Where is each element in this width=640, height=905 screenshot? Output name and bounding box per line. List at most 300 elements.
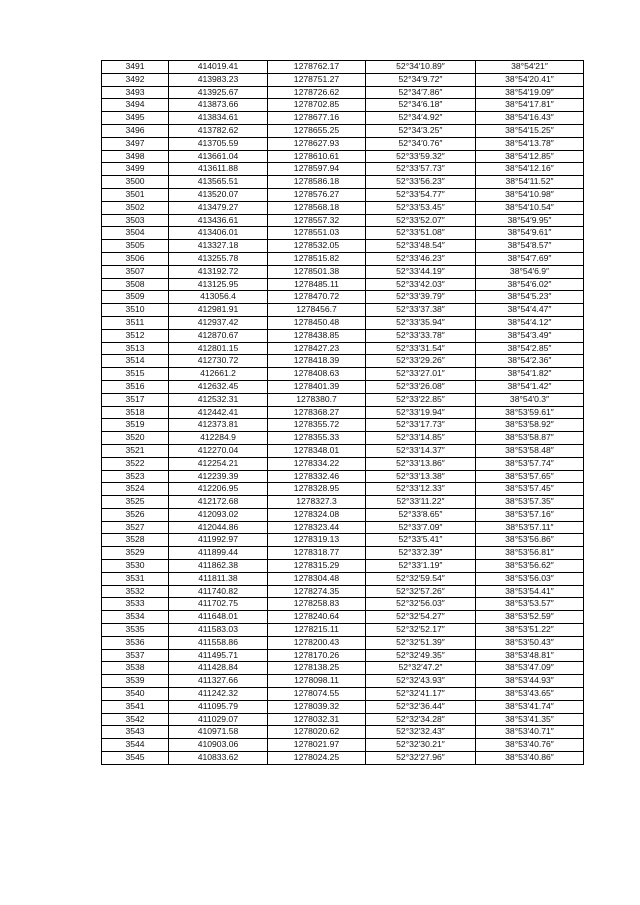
longitude-cell: 38°54′5.23″	[476, 291, 584, 304]
x-coordinate-cell: 411327.66	[169, 675, 268, 688]
y-coordinate-cell: 1278032.31	[268, 713, 366, 726]
latitude-cell: 52°33′53.45″	[366, 201, 476, 214]
table-row	[102, 521, 584, 534]
latitude-cell: 52°33′35.94″	[366, 316, 476, 329]
table-row	[102, 316, 584, 329]
y-coordinate-cell: 1278551.03	[268, 227, 366, 240]
point-number-cell: 3508	[102, 278, 169, 291]
latitude-cell: 52°33′54.77″	[366, 188, 476, 201]
point-number-cell: 3526	[102, 508, 169, 521]
table-row	[102, 329, 584, 342]
table-row	[102, 675, 584, 688]
point-number-cell: 3528	[102, 534, 169, 547]
latitude-cell: 52°33′48.54″	[366, 240, 476, 253]
x-coordinate-cell: 410833.62	[169, 752, 268, 765]
x-coordinate-cell: 414019.41	[169, 61, 268, 74]
table-row	[102, 176, 584, 189]
table-row	[102, 611, 584, 624]
x-coordinate-cell: 413925.67	[169, 86, 268, 99]
point-number-cell: 3545	[102, 752, 169, 765]
y-coordinate-cell: 1278380.7	[268, 393, 366, 406]
latitude-cell: 52°34′4.92″	[366, 112, 476, 125]
y-coordinate-cell: 1278655.25	[268, 124, 366, 137]
y-coordinate-cell: 1278427.23	[268, 342, 366, 355]
x-coordinate-cell: 412661.2	[169, 368, 268, 381]
y-coordinate-cell: 1278332.46	[268, 470, 366, 483]
x-coordinate-cell: 410903.06	[169, 739, 268, 752]
table-row	[102, 419, 584, 432]
latitude-cell: 52°33′19.94″	[366, 406, 476, 419]
table-row	[102, 406, 584, 419]
y-coordinate-cell: 1278568.18	[268, 201, 366, 214]
x-coordinate-cell: 411899.44	[169, 547, 268, 560]
table-row	[102, 547, 584, 560]
latitude-cell: 52°33′46.23″	[366, 252, 476, 265]
point-number-cell: 3493	[102, 86, 169, 99]
table-row	[102, 99, 584, 112]
table-row	[102, 163, 584, 176]
latitude-cell: 52°34′0.76″	[366, 137, 476, 150]
longitude-cell: 38°54′2.85″	[476, 342, 584, 355]
y-coordinate-cell: 1278401.39	[268, 380, 366, 393]
y-coordinate-cell: 1278315.29	[268, 560, 366, 573]
coordinates-table-body	[102, 61, 584, 765]
x-coordinate-cell: 412284.9	[169, 432, 268, 445]
x-coordinate-cell: 413192.72	[169, 265, 268, 278]
y-coordinate-cell: 1278098.11	[268, 675, 366, 688]
point-number-cell: 3501	[102, 188, 169, 201]
point-number-cell: 3514	[102, 355, 169, 368]
longitude-cell: 38°54′7.69″	[476, 252, 584, 265]
longitude-cell: 38°54′12.16″	[476, 163, 584, 176]
latitude-cell: 52°33′11.22″	[366, 496, 476, 509]
point-number-cell: 3532	[102, 585, 169, 598]
y-coordinate-cell: 1278456.7	[268, 304, 366, 317]
latitude-cell: 52°33′13.86″	[366, 457, 476, 470]
x-coordinate-cell: 413327.18	[169, 240, 268, 253]
x-coordinate-cell: 411702.75	[169, 598, 268, 611]
point-number-cell: 3523	[102, 470, 169, 483]
latitude-cell: 52°34′7.86″	[366, 86, 476, 99]
x-coordinate-cell: 412270.04	[169, 444, 268, 457]
point-number-cell: 3518	[102, 406, 169, 419]
y-coordinate-cell: 1278557.32	[268, 214, 366, 227]
longitude-cell: 38°54′15.25″	[476, 124, 584, 137]
y-coordinate-cell: 1278170.26	[268, 649, 366, 662]
latitude-cell: 52°34′9.72″	[366, 73, 476, 86]
latitude-cell: 52°32′41.17″	[366, 688, 476, 701]
point-number-cell: 3543	[102, 726, 169, 739]
table-row	[102, 278, 584, 291]
y-coordinate-cell: 1278304.48	[268, 572, 366, 585]
longitude-cell: 38°54′16.43″	[476, 112, 584, 125]
point-number-cell: 3522	[102, 457, 169, 470]
latitude-cell: 52°32′34.28″	[366, 713, 476, 726]
point-number-cell: 3540	[102, 688, 169, 701]
point-number-cell: 3516	[102, 380, 169, 393]
table-row	[102, 124, 584, 137]
latitude-cell: 52°33′31.54″	[366, 342, 476, 355]
y-coordinate-cell: 1278318.77	[268, 547, 366, 560]
point-number-cell: 3517	[102, 393, 169, 406]
latitude-cell: 52°32′54.27″	[366, 611, 476, 624]
y-coordinate-cell: 1278355.72	[268, 419, 366, 432]
table-row	[102, 508, 584, 521]
longitude-cell: 38°53′57.35″	[476, 496, 584, 509]
y-coordinate-cell: 1278258.83	[268, 598, 366, 611]
longitude-cell: 38°53′47.09″	[476, 662, 584, 675]
table-row	[102, 240, 584, 253]
table-row	[102, 214, 584, 227]
table-row	[102, 739, 584, 752]
latitude-cell: 52°33′56.23″	[366, 176, 476, 189]
table-row	[102, 470, 584, 483]
longitude-cell: 38°53′56.86″	[476, 534, 584, 547]
y-coordinate-cell: 1278438.85	[268, 329, 366, 342]
latitude-cell: 52°33′29.26″	[366, 355, 476, 368]
longitude-cell: 38°53′58.87″	[476, 432, 584, 445]
table-row	[102, 252, 584, 265]
table-row	[102, 265, 584, 278]
longitude-cell: 38°53′53.57″	[476, 598, 584, 611]
x-coordinate-cell: 413611.88	[169, 163, 268, 176]
y-coordinate-cell: 1278586.18	[268, 176, 366, 189]
x-coordinate-cell: 412870.67	[169, 329, 268, 342]
y-coordinate-cell: 1278274.35	[268, 585, 366, 598]
latitude-cell: 52°33′14.85″	[366, 432, 476, 445]
y-coordinate-cell: 1278576.27	[268, 188, 366, 201]
table-row	[102, 137, 584, 150]
point-number-cell: 3527	[102, 521, 169, 534]
latitude-cell: 52°32′30.21″	[366, 739, 476, 752]
x-coordinate-cell: 412044.86	[169, 521, 268, 534]
x-coordinate-cell: 411242.32	[169, 688, 268, 701]
longitude-cell: 38°53′44.93″	[476, 675, 584, 688]
y-coordinate-cell: 1278515.82	[268, 252, 366, 265]
latitude-cell: 52°33′39.79″	[366, 291, 476, 304]
longitude-cell: 38°54′6.02″	[476, 278, 584, 291]
x-coordinate-cell: 411095.79	[169, 700, 268, 713]
x-coordinate-cell: 413255.78	[169, 252, 268, 265]
x-coordinate-cell: 413705.59	[169, 137, 268, 150]
point-number-cell: 3541	[102, 700, 169, 713]
longitude-cell: 38°54′8.57″	[476, 240, 584, 253]
y-coordinate-cell: 1278751.27	[268, 73, 366, 86]
table-row	[102, 380, 584, 393]
longitude-cell: 38°54′1.42″	[476, 380, 584, 393]
table-row	[102, 534, 584, 547]
latitude-cell: 52°33′42.03″	[366, 278, 476, 291]
table-row	[102, 726, 584, 739]
longitude-cell: 38°53′57.16″	[476, 508, 584, 521]
y-coordinate-cell: 1278327.3	[268, 496, 366, 509]
table-row	[102, 188, 584, 201]
latitude-cell: 52°32′51.39″	[366, 636, 476, 649]
longitude-cell: 38°54′11.52″	[476, 176, 584, 189]
y-coordinate-cell: 1278762.17	[268, 61, 366, 74]
y-coordinate-cell: 1278240.64	[268, 611, 366, 624]
table-row	[102, 598, 584, 611]
y-coordinate-cell: 1278328.95	[268, 483, 366, 496]
table-row	[102, 201, 584, 214]
point-number-cell: 3495	[102, 112, 169, 125]
table-row	[102, 624, 584, 637]
longitude-cell: 38°54′2.36″	[476, 355, 584, 368]
x-coordinate-cell: 412442.41	[169, 406, 268, 419]
y-coordinate-cell: 1278024.25	[268, 752, 366, 765]
longitude-cell: 38°54′1.82″	[476, 368, 584, 381]
point-number-cell: 3502	[102, 201, 169, 214]
latitude-cell: 52°33′14.37″	[366, 444, 476, 457]
longitude-cell: 38°53′56.03″	[476, 572, 584, 585]
y-coordinate-cell: 1278418.39	[268, 355, 366, 368]
latitude-cell: 52°33′27.01″	[366, 368, 476, 381]
table-row	[102, 496, 584, 509]
longitude-cell: 38°53′56.62″	[476, 560, 584, 573]
point-number-cell: 3494	[102, 99, 169, 112]
latitude-cell: 52°34′10.89″	[366, 61, 476, 74]
longitude-cell: 38°53′58.48″	[476, 444, 584, 457]
table-row	[102, 444, 584, 457]
x-coordinate-cell: 413056.4	[169, 291, 268, 304]
x-coordinate-cell: 412172.68	[169, 496, 268, 509]
y-coordinate-cell: 1278323.44	[268, 521, 366, 534]
latitude-cell: 52°32′43.93″	[366, 675, 476, 688]
latitude-cell: 52°33′2.39″	[366, 547, 476, 560]
latitude-cell: 52°32′52.17″	[366, 624, 476, 637]
x-coordinate-cell: 412254.21	[169, 457, 268, 470]
longitude-cell: 38°54′10.98″	[476, 188, 584, 201]
point-number-cell: 3499	[102, 163, 169, 176]
table-row	[102, 483, 584, 496]
x-coordinate-cell: 411811.38	[169, 572, 268, 585]
latitude-cell: 52°33′5.41″	[366, 534, 476, 547]
longitude-cell: 38°54′20.41″	[476, 73, 584, 86]
table-row	[102, 560, 584, 573]
x-coordinate-cell: 412801.15	[169, 342, 268, 355]
x-coordinate-cell: 413436.61	[169, 214, 268, 227]
longitude-cell: 38°54′19.09″	[476, 86, 584, 99]
table-row	[102, 291, 584, 304]
longitude-cell: 38°53′51.22″	[476, 624, 584, 637]
point-number-cell: 3521	[102, 444, 169, 457]
longitude-cell: 38°53′59.61″	[476, 406, 584, 419]
y-coordinate-cell: 1278348.01	[268, 444, 366, 457]
latitude-cell: 52°33′44.19″	[366, 265, 476, 278]
longitude-cell: 38°53′41.35″	[476, 713, 584, 726]
x-coordinate-cell: 412093.02	[169, 508, 268, 521]
latitude-cell: 52°33′17.73″	[366, 419, 476, 432]
x-coordinate-cell: 411029.07	[169, 713, 268, 726]
x-coordinate-cell: 411428.84	[169, 662, 268, 675]
latitude-cell: 52°32′59.54″	[366, 572, 476, 585]
table-row	[102, 304, 584, 317]
point-number-cell: 3510	[102, 304, 169, 317]
latitude-cell: 52°33′13.38″	[366, 470, 476, 483]
latitude-cell: 52°34′6.18″	[366, 99, 476, 112]
point-number-cell: 3491	[102, 61, 169, 74]
x-coordinate-cell: 413479.27	[169, 201, 268, 214]
table-row	[102, 649, 584, 662]
longitude-cell: 38°53′40.76″	[476, 739, 584, 752]
y-coordinate-cell: 1278319.13	[268, 534, 366, 547]
latitude-cell: 52°33′51.08″	[366, 227, 476, 240]
x-coordinate-cell: 413406.01	[169, 227, 268, 240]
longitude-cell: 38°53′43.65″	[476, 688, 584, 701]
longitude-cell: 38°54′4.47″	[476, 304, 584, 317]
y-coordinate-cell: 1278610.61	[268, 150, 366, 163]
table-row	[102, 86, 584, 99]
table-row	[102, 752, 584, 765]
longitude-cell: 38°53′57.74″	[476, 457, 584, 470]
y-coordinate-cell: 1278039.32	[268, 700, 366, 713]
latitude-cell: 52°32′32.43″	[366, 726, 476, 739]
x-coordinate-cell: 412532.31	[169, 393, 268, 406]
x-coordinate-cell: 411583.03	[169, 624, 268, 637]
point-number-cell: 3500	[102, 176, 169, 189]
table-row	[102, 662, 584, 675]
point-number-cell: 3535	[102, 624, 169, 637]
table-row	[102, 688, 584, 701]
y-coordinate-cell: 1278627.93	[268, 137, 366, 150]
x-coordinate-cell: 412239.39	[169, 470, 268, 483]
point-number-cell: 3519	[102, 419, 169, 432]
table-row	[102, 73, 584, 86]
y-coordinate-cell: 1278074.55	[268, 688, 366, 701]
x-coordinate-cell: 413125.95	[169, 278, 268, 291]
longitude-cell: 38°53′54.41″	[476, 585, 584, 598]
y-coordinate-cell: 1278138.25	[268, 662, 366, 675]
longitude-cell: 38°54′9.95″	[476, 214, 584, 227]
point-number-cell: 3534	[102, 611, 169, 624]
point-number-cell: 3496	[102, 124, 169, 137]
x-coordinate-cell: 412730.72	[169, 355, 268, 368]
latitude-cell: 52°33′8.65″	[366, 508, 476, 521]
latitude-cell: 52°33′59.32″	[366, 150, 476, 163]
latitude-cell: 52°33′37.38″	[366, 304, 476, 317]
y-coordinate-cell: 1278021.97	[268, 739, 366, 752]
point-number-cell: 3538	[102, 662, 169, 675]
y-coordinate-cell: 1278355.33	[268, 432, 366, 445]
table-row	[102, 227, 584, 240]
y-coordinate-cell: 1278020.62	[268, 726, 366, 739]
y-coordinate-cell: 1278597.94	[268, 163, 366, 176]
latitude-cell: 52°32′47.2″	[366, 662, 476, 675]
table-row	[102, 432, 584, 445]
longitude-cell: 38°53′57.65″	[476, 470, 584, 483]
latitude-cell: 52°32′36.44″	[366, 700, 476, 713]
latitude-cell: 52°32′56.03″	[366, 598, 476, 611]
point-number-cell: 3536	[102, 636, 169, 649]
point-number-cell: 3498	[102, 150, 169, 163]
x-coordinate-cell: 412373.81	[169, 419, 268, 432]
y-coordinate-cell: 1278470.72	[268, 291, 366, 304]
latitude-cell: 52°33′52.07″	[366, 214, 476, 227]
latitude-cell: 52°34′3.25″	[366, 124, 476, 137]
longitude-cell: 38°53′52.59″	[476, 611, 584, 624]
point-number-cell: 3533	[102, 598, 169, 611]
table-row	[102, 61, 584, 74]
y-coordinate-cell: 1278501.38	[268, 265, 366, 278]
x-coordinate-cell: 413661.04	[169, 150, 268, 163]
point-number-cell: 3512	[102, 329, 169, 342]
table-row	[102, 112, 584, 125]
table-row	[102, 393, 584, 406]
latitude-cell: 52°32′49.35″	[366, 649, 476, 662]
longitude-cell: 38°54′13.78″	[476, 137, 584, 150]
point-number-cell: 3497	[102, 137, 169, 150]
longitude-cell: 38°54′0.3″	[476, 393, 584, 406]
longitude-cell: 38°54′9.61″	[476, 227, 584, 240]
y-coordinate-cell: 1278324.08	[268, 508, 366, 521]
latitude-cell: 52°33′57.73″	[366, 163, 476, 176]
x-coordinate-cell: 413520.07	[169, 188, 268, 201]
table-row	[102, 636, 584, 649]
x-coordinate-cell: 411558.86	[169, 636, 268, 649]
longitude-cell: 38°53′40.86″	[476, 752, 584, 765]
point-number-cell: 3537	[102, 649, 169, 662]
point-number-cell: 3542	[102, 713, 169, 726]
table-row	[102, 368, 584, 381]
point-number-cell: 3505	[102, 240, 169, 253]
x-coordinate-cell: 412206.95	[169, 483, 268, 496]
point-number-cell: 3504	[102, 227, 169, 240]
point-number-cell: 3525	[102, 496, 169, 509]
y-coordinate-cell: 1278702.85	[268, 99, 366, 112]
point-number-cell: 3513	[102, 342, 169, 355]
table-row	[102, 713, 584, 726]
y-coordinate-cell: 1278200.43	[268, 636, 366, 649]
longitude-cell: 38°54′3.49″	[476, 329, 584, 342]
y-coordinate-cell: 1278215.11	[268, 624, 366, 637]
latitude-cell: 52°33′22.85″	[366, 393, 476, 406]
table-row	[102, 150, 584, 163]
longitude-cell: 38°54′17.81″	[476, 99, 584, 112]
point-number-cell: 3529	[102, 547, 169, 560]
point-number-cell: 3520	[102, 432, 169, 445]
longitude-cell: 38°53′48.81″	[476, 649, 584, 662]
point-number-cell: 3544	[102, 739, 169, 752]
point-number-cell: 3511	[102, 316, 169, 329]
y-coordinate-cell: 1278532.05	[268, 240, 366, 253]
x-coordinate-cell: 411992.97	[169, 534, 268, 547]
x-coordinate-cell: 413782.62	[169, 124, 268, 137]
table-row	[102, 355, 584, 368]
x-coordinate-cell: 411495.71	[169, 649, 268, 662]
y-coordinate-cell: 1278408.63	[268, 368, 366, 381]
latitude-cell: 52°33′12.33″	[366, 483, 476, 496]
y-coordinate-cell: 1278450.48	[268, 316, 366, 329]
table-row	[102, 585, 584, 598]
table-row	[102, 457, 584, 470]
y-coordinate-cell: 1278368.27	[268, 406, 366, 419]
point-number-cell: 3531	[102, 572, 169, 585]
table-row	[102, 572, 584, 585]
point-number-cell: 3539	[102, 675, 169, 688]
longitude-cell: 38°54′10.54″	[476, 201, 584, 214]
coordinates-table	[101, 60, 584, 765]
point-number-cell: 3492	[102, 73, 169, 86]
longitude-cell: 38°53′57.45″	[476, 483, 584, 496]
longitude-cell: 38°53′41.74″	[476, 700, 584, 713]
table-row	[102, 700, 584, 713]
latitude-cell: 52°33′1.19″	[366, 560, 476, 573]
x-coordinate-cell: 412981.91	[169, 304, 268, 317]
point-number-cell: 3515	[102, 368, 169, 381]
x-coordinate-cell: 411648.01	[169, 611, 268, 624]
longitude-cell: 38°54′12.85″	[476, 150, 584, 163]
longitude-cell: 38°53′56.81″	[476, 547, 584, 560]
